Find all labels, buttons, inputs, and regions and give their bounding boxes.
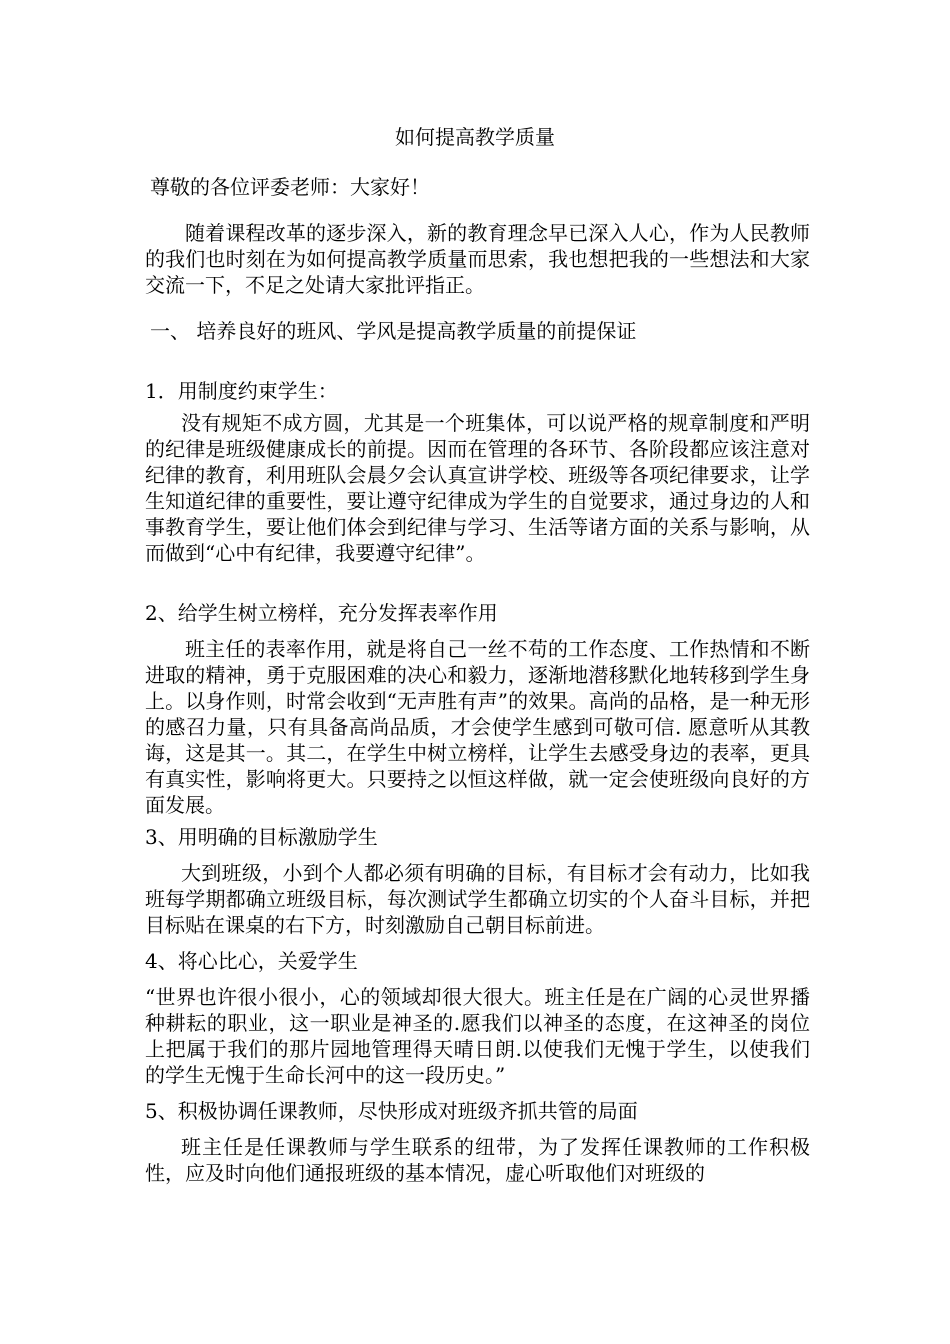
item-body-2: 班主任的表率作用，就是将自己一丝不苟的工作态度、工作热情和不断进取的精神，勇于克服困难的决心和毅力，逐渐地潜移默化地转移到学生身上。以身作则，时常会收到“无声胜有声”的效果。高尚的品格，是一种无形的感召力量，只有具备高尚品质，才会使学生感到可敬可信. 愿意听从其教诲，这是其一。其二，在学生中树立榜样，让学生去感受身边的表率，更具有真实性，影响将更大。只要持之以恒这样做，就一定会使班级向良好的方面发展。 (145, 637, 810, 817)
item-heading-5: 5、积极协调任课教师，尽快形成对班级齐抓共管的局面 (145, 1099, 638, 1123)
document-title: 如何提高教学质量 (395, 125, 555, 149)
item-body-1: 没有规矩不成方圆，尤其是一个班集体，可以说严格的规章制度和严明的纪律是班级健康成长的前提。因而在管理的各环节、各阶段都应该注意对纪律的教育，利用班队会晨夕会认真宣讲学校、班级等各项纪律要求，让学生知道纪律的重要性，要让遵守纪律成为学生的自觉要求，通过身边的人和事教育学生，要让他们体会到纪律与学习、生活等诸方面的关系与影响，从而做到“心中有纪律，我要遵守纪律”。 (145, 411, 810, 565)
item-heading-3: 3、用明确的目标激励学生 (145, 825, 378, 849)
section-heading-1: 一、 培养良好的班风、学风是提高教学质量的前提保证 (150, 319, 637, 343)
intro-paragraph: 随着课程改革的逐步深入，新的教育理念早已深入人心，作为人民教师的我们也时刻在为如何提高教学质量而思索，我也想把我的一些想法和大家交流一下，不足之处请大家批评指正。 (145, 221, 810, 297)
greeting: 尊敬的各位评委老师：大家好！ (150, 175, 430, 199)
item-heading-1: 1．用制度约束学生： (145, 379, 338, 403)
item-body-4: “世界也许很小很小，心的领域却很大很大。班主任是在广阔的心灵世界播种耕耘的职业，这一职业是神圣的.愿我们以神圣的态度，在这神圣的岗位上把属于我们的那片园地管理得天晴日朗.以使我们无愧于学生，以使我们的学生无愧于生命长河中的这一段历史。” (145, 985, 810, 1087)
item-heading-2: 2、给学生树立榜样，充分发挥表率作用 (145, 601, 498, 625)
item-body-3: 大到班级，小到个人都必须有明确的目标，有目标才会有动力，比如我班每学期都确立班级目标，每次测试学生都确立切实的个人奋斗目标，并把目标贴在课桌的右下方，时刻激励自己朝目标前进。 (145, 861, 810, 937)
item-body-5: 班主任是任课教师与学生联系的纽带，为了发挥任课教师的工作积极性，应及时向他们通报班级的基本情况，虚心听取他们对班级的 (145, 1135, 810, 1185)
item-heading-4: 4、将心比心，关爱学生 (145, 949, 358, 973)
